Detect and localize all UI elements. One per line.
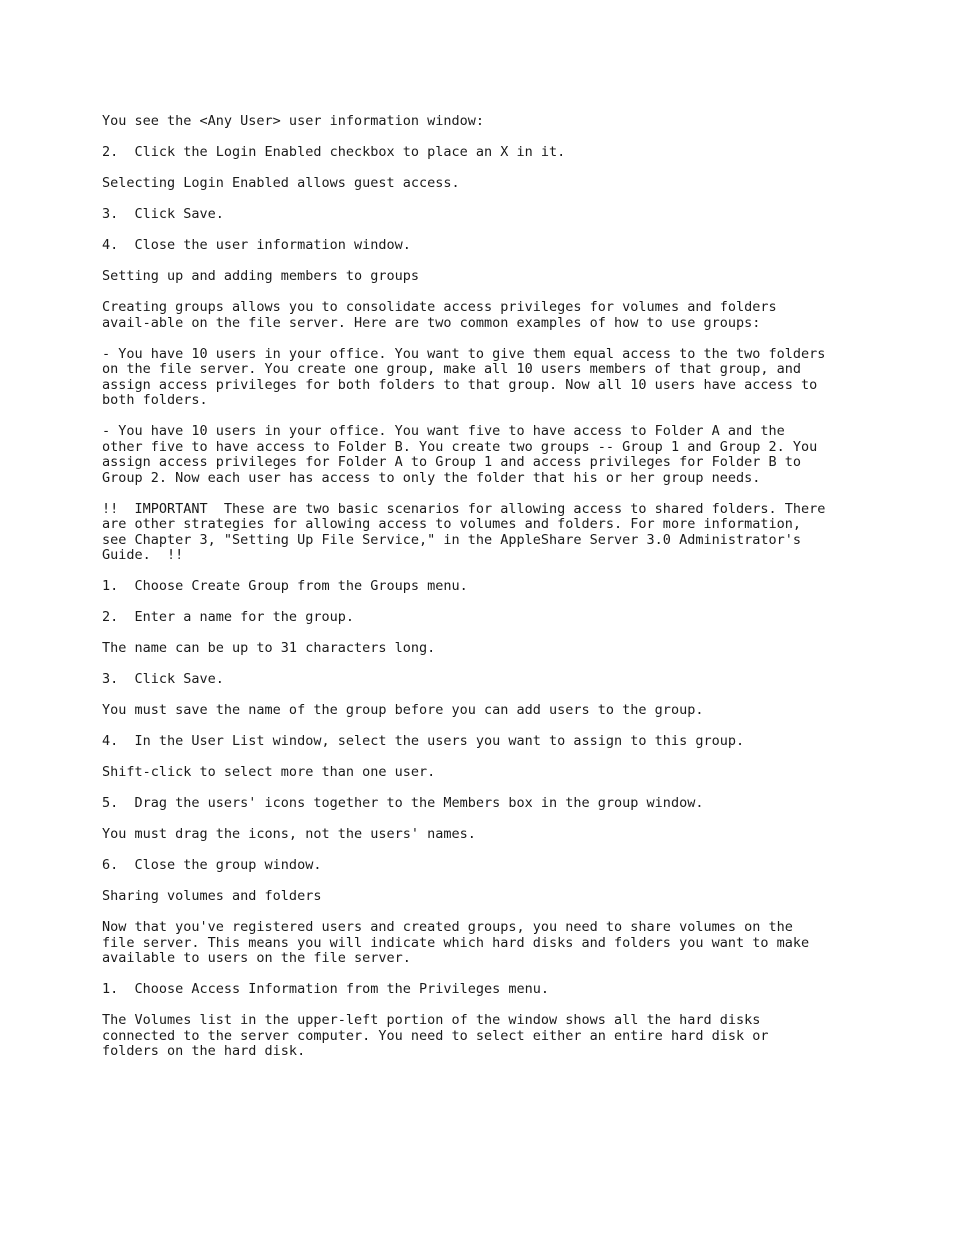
note-guest-access: Selecting Login Enabled allows guest access.	[102, 175, 460, 191]
sharing-intro: Now that you've registered users and created groups, you need to share volumes on the file server. This means you will indicate which hard disks and folders you want to make available to users on the file server.	[102, 919, 810, 966]
step-click-save-group: 3. Click Save.	[102, 671, 224, 687]
step-login-enabled: 2. Click the Login Enabled checkbox to place an X in it.	[102, 144, 566, 160]
note-shift-click: Shift-click to select more than one user.	[102, 764, 436, 780]
groups-intro: Creating groups allows you to consolidate access privileges for volumes and folders avail-able on the file server. Here are two common examples of how to use groups:	[102, 299, 777, 331]
step-drag-icons: 5. Drag the users' icons together to the Members box in the group window.	[102, 795, 704, 811]
note-save-first: You must save the name of the group before you can add users to the group.	[102, 702, 704, 718]
note-drag-icons: You must drag the icons, not the users' names.	[102, 826, 476, 842]
note-name-length: The name can be up to 31 characters long.	[102, 640, 436, 656]
step-access-information: 1. Choose Access Information from the Privileges menu.	[102, 981, 550, 997]
section-heading-groups: Setting up and adding members to groups	[102, 268, 419, 284]
step-enter-name: 2. Enter a name for the group.	[102, 609, 354, 625]
step-create-group: 1. Choose Create Group from the Groups menu.	[102, 578, 468, 594]
section-heading-sharing: Sharing volumes and folders	[102, 888, 322, 904]
document-body	[102, 114, 902, 1075]
step-click-save: 3. Click Save.	[102, 206, 224, 222]
step-select-users: 4. In the User List window, select the users you want to assign to this group.	[102, 733, 745, 749]
step-close-window: 4. Close the user information window.	[102, 237, 411, 253]
example-one-group: - You have 10 users in your office. You want to give them equal access to the two folders on the file server. You create one group, make all 10 users members of that group, and assign access privileges for both folders to that group. Now all 10 users have access to both folders.	[102, 345, 826, 408]
example-two-groups: - You have 10 users in your office. You want five to have access to Folder A and the other five to have access to Folder B. You create two groups -- Group 1 and Group 2. You assign access privileges for Folder A to Group 1 and access privileges for Folder B to Group 2. Now each user has access to only the folder that his or her group needs.	[102, 423, 818, 486]
volumes-list-note: The Volumes list in the upper-left portion of the window shows all the hard disks connected to the server computer. You need to select either an entire hard disk or folders on the hard disk.	[102, 1012, 769, 1059]
important-note: !! IMPORTANT These are two basic scenarios for allowing access to shared folders. There are other strategies for allowing access to volumes and folders. For more information, see Chapter 3, "Setting Up File Service," in the AppleShare Server 3.0 Administrator's Guide. !!	[102, 500, 826, 563]
step-close-group-window: 6. Close the group window.	[102, 857, 322, 873]
intro-line: You see the <Any User> user information window:	[102, 113, 485, 129]
